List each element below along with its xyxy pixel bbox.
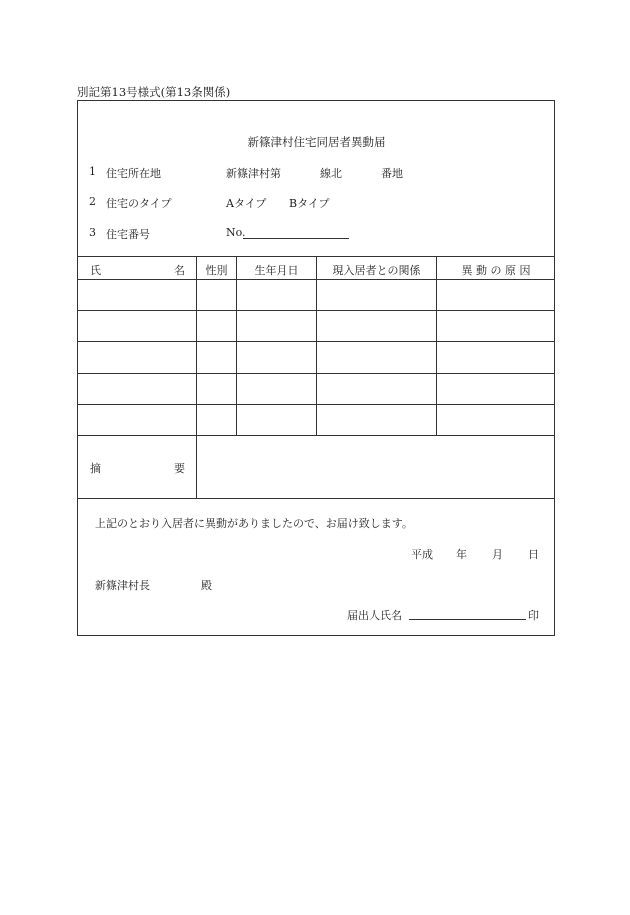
item-number: 3 <box>89 226 96 239</box>
type-b-option: Bタイプ <box>289 197 330 210</box>
header-name-family: 氏 <box>90 264 101 277</box>
form-reference: 別記第13号様式(第13条関係) <box>77 85 231 99</box>
address-line-north: 線北 <box>320 167 342 180</box>
statement-text: 上記のとおり入居者に異動がありましたので、お届け致します。 <box>95 517 413 530</box>
honorific: 殿 <box>201 579 212 592</box>
header-gender: 性別 <box>205 264 228 277</box>
summary-label-right: 要 <box>174 462 185 475</box>
item-label: 住宅所在地 <box>106 167 161 180</box>
date-year: 年 <box>456 548 467 561</box>
type-a-option: Aタイプ <box>226 197 267 210</box>
table-row[interactable] <box>78 405 555 435</box>
item-number: 2 <box>89 195 96 208</box>
housing-number-prefix: No. <box>226 226 246 239</box>
header-relationship: 現入居者との関係 <box>332 264 421 277</box>
item-label: 住宅番号 <box>106 228 150 241</box>
header-change-reason: 異 動 の 原 因 <box>461 264 531 277</box>
seal-mark: 印 <box>528 609 539 622</box>
address-lot: 番地 <box>381 167 403 180</box>
header-birthdate: 生年月日 <box>254 264 299 277</box>
date-day: 日 <box>528 548 539 561</box>
form-title: 新篠津村住宅同居者異動届 <box>247 135 386 149</box>
table-row[interactable] <box>78 280 555 310</box>
summary-bottom-rule <box>78 498 555 499</box>
date-era: 平成 <box>411 548 433 561</box>
housing-number-field <box>243 226 349 239</box>
summary-field[interactable] <box>197 436 555 498</box>
applicant-name-field[interactable] <box>409 607 526 620</box>
summary-label-left: 摘 <box>90 462 101 475</box>
applicant-label: 届出人氏名 <box>347 609 402 622</box>
table-row[interactable] <box>78 311 555 341</box>
date-month: 月 <box>492 548 503 561</box>
table-row[interactable] <box>78 374 555 404</box>
table-row[interactable] <box>78 342 555 373</box>
address-village-prefix: 新篠津村第 <box>226 167 281 180</box>
header-name-given: 名 <box>174 264 185 277</box>
item-number: 1 <box>89 165 96 178</box>
addressee: 新篠津村長 <box>95 579 150 592</box>
item-label: 住宅のタイプ <box>106 197 172 210</box>
